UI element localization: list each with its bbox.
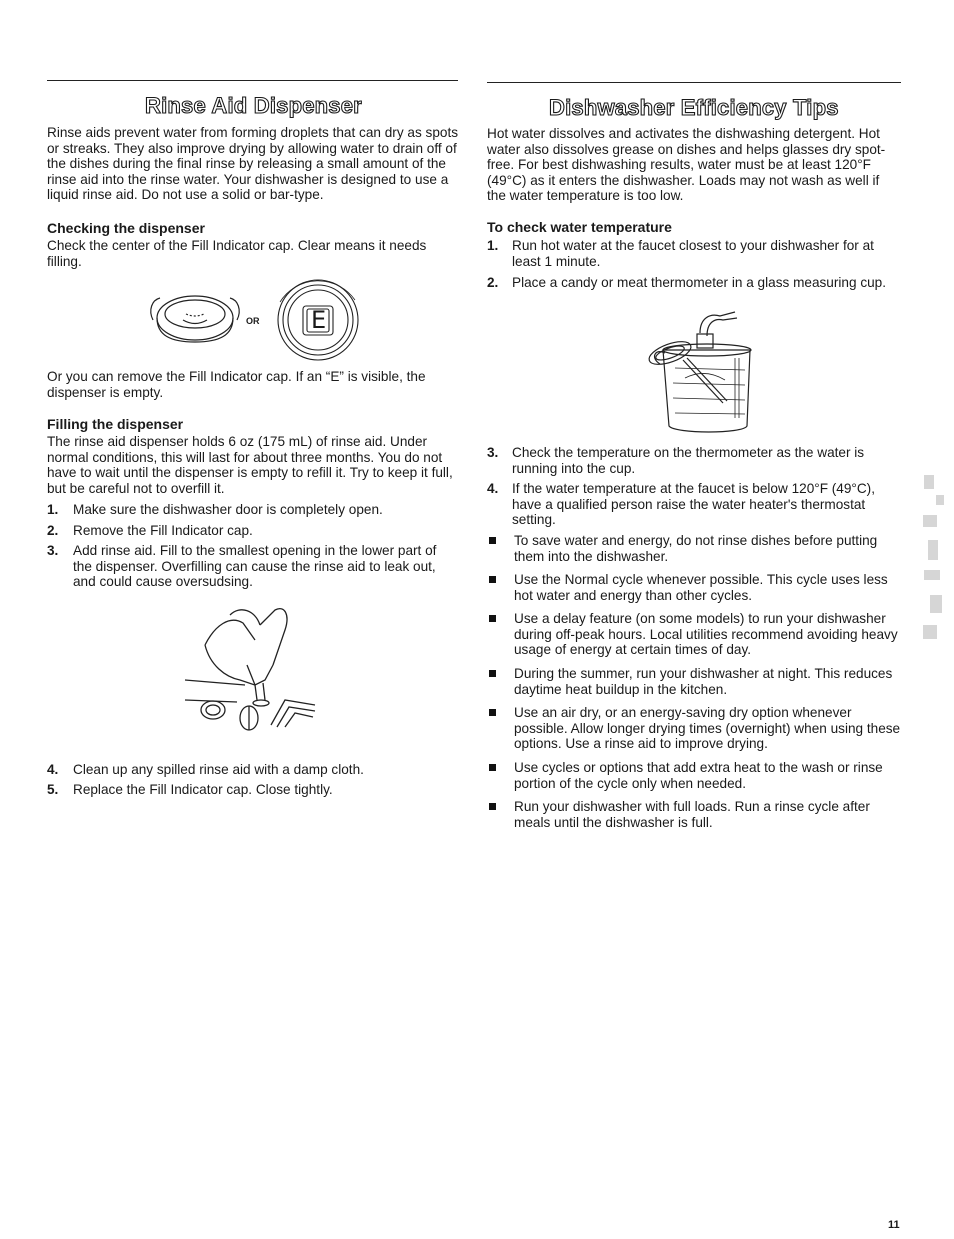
- bullet-icon: [489, 803, 496, 810]
- step-text: Run hot water at the faucet closest to your dishwasher for at least 1 minute.: [512, 238, 874, 269]
- efficiency-tips-title: Dishwasher Efficiency Tips: [549, 95, 839, 120]
- e-label: E: [311, 306, 327, 334]
- step-number: 1.: [487, 238, 499, 253]
- step-text: Check the temperature on the thermometer as the water is running into the cup.: [512, 445, 865, 476]
- filling-step-2: [47, 523, 459, 539]
- step-number: 4.: [487, 481, 499, 496]
- rinse-aid-intro: Rinse aids prevent water from forming droplets that can dry as spots or streaks. They also improve drying by allowing water to drain off of the dishes during the final rinse by releasing a small amount of the rinse aid into the rinse water. Your dishwasher is designed to use a liquid rinse aid. Do not use a solid or bar-type.: [47, 125, 459, 203]
- filling-step-1: [47, 502, 459, 518]
- filling-text: The rinse aid dispenser holds 6 oz (175 mL) of rinse aid. Under normal conditions, this will last for about three months. You do not have to wait until the dispenser is empty to refill it. Try to keep it full, but be careful not to overfill it.: [47, 434, 453, 496]
- step-number: 3.: [487, 445, 499, 460]
- tip-text: Use an air dry, or an energy-saving dry option whenever possible. Allow longer drying times (overnight) when using these options. Use a rinse aid to improve drying.: [514, 705, 901, 752]
- tip-item: [487, 799, 901, 830]
- step-number: 2.: [47, 523, 59, 538]
- checking-after: Or you can remove the Fill Indicator cap. If an “E” is visible, the dispenser is empty.: [47, 369, 426, 400]
- tip-text: Use the Normal cycle whenever possible. This cycle uses less hot water and energy than other cycles.: [514, 572, 888, 603]
- tip-text: During the summer, run your dishwasher at night. This reduces daytime heat buildup in the kitchen.: [514, 666, 893, 697]
- bullet-icon: [489, 709, 496, 716]
- tip-text: To save water and energy, do not rinse dishes before putting them into the dishwasher.: [514, 533, 878, 564]
- step-text: Make sure the dishwasher door is completely open.: [73, 502, 383, 517]
- check-step-2: [487, 275, 901, 291]
- step-text: Replace the Fill Indicator cap. Close tightly.: [73, 782, 333, 797]
- right-top-rule: [487, 82, 901, 83]
- step-number: 5.: [47, 782, 59, 797]
- filling-step-3: [47, 543, 459, 590]
- bullet-icon: [489, 615, 496, 622]
- pouring-rinse-aid-illustration: [185, 605, 325, 740]
- tip-item: [487, 533, 901, 564]
- efficiency-intro: Hot water dissolves and activates the dishwashing detergent. Hot water also dissolves grease on dishes and helps glasses dry spot-free. For best dishwashing results, water must be at least 120°F (49°C) as it enters the dishwasher. Loads may not wash as well if the water temperature is too low.: [487, 126, 886, 204]
- or-label: OR: [246, 316, 260, 326]
- step-text: Clean up any spilled rinse aid with a damp cloth.: [73, 762, 364, 777]
- tip-text: Use a delay feature (on some models) to run your dishwasher during off-peak hours. Local utilities recommend avoiding heavy usage of energy at certain times of day.: [514, 611, 898, 658]
- step-text: If the water temperature at the faucet is below 120°F (49°C), have a qualified person raise the water heater's thermostat setting.: [512, 481, 875, 528]
- tip-item: [487, 611, 901, 658]
- bullet-icon: [489, 764, 496, 771]
- step-number: 2.: [487, 275, 499, 290]
- step-text: Add rinse aid. Fill to the smallest opening in the lower part of the dispenser. Overfilling can cause the rinse aid to leak out, and could cause oversudsing.: [73, 543, 437, 590]
- checking-heading: Checking the dispenser: [47, 220, 205, 236]
- tip-text: Use cycles or options that add extra heat to the wash or rinse portion of the cycle only when needed.: [514, 760, 883, 791]
- filling-step-4: [47, 762, 459, 778]
- check-step-4: [487, 481, 901, 528]
- checking-text: Check the center of the Fill Indicator cap. Clear means it needs filling.: [47, 238, 427, 269]
- tip-item: [487, 705, 901, 752]
- bullet-icon: [489, 576, 496, 583]
- bullet-icon: [489, 670, 496, 677]
- thermometer-measuring-cup-illustration: [645, 308, 760, 438]
- check-temperature-heading: To check water temperature: [487, 219, 672, 235]
- tip-item: [487, 760, 901, 791]
- tip-item: [487, 572, 901, 603]
- bullet-icon: [489, 537, 496, 544]
- rinse-aid-title: Rinse Aid Dispenser: [145, 93, 362, 118]
- step-number: 4.: [47, 762, 59, 777]
- page-number: 11: [888, 1219, 900, 1231]
- clear-cap-graphic: [151, 296, 239, 342]
- filling-step-5: [47, 782, 459, 798]
- step-text: Place a candy or meat thermometer in a glass measuring cup.: [512, 275, 887, 290]
- tip-item: [487, 666, 901, 697]
- left-top-rule: [47, 80, 458, 81]
- check-step-3: [487, 445, 901, 476]
- step-number: 1.: [47, 502, 59, 517]
- tip-text: Run your dishwasher with full loads. Run a rinse cycle after meals until the dishwasher is full.: [514, 799, 870, 830]
- step-text: Remove the Fill Indicator cap.: [73, 523, 253, 538]
- filling-heading: Filling the dispenser: [47, 416, 184, 432]
- step-number: 3.: [47, 543, 59, 558]
- check-step-1: [487, 238, 901, 269]
- edge-print-artifact: [920, 470, 950, 650]
